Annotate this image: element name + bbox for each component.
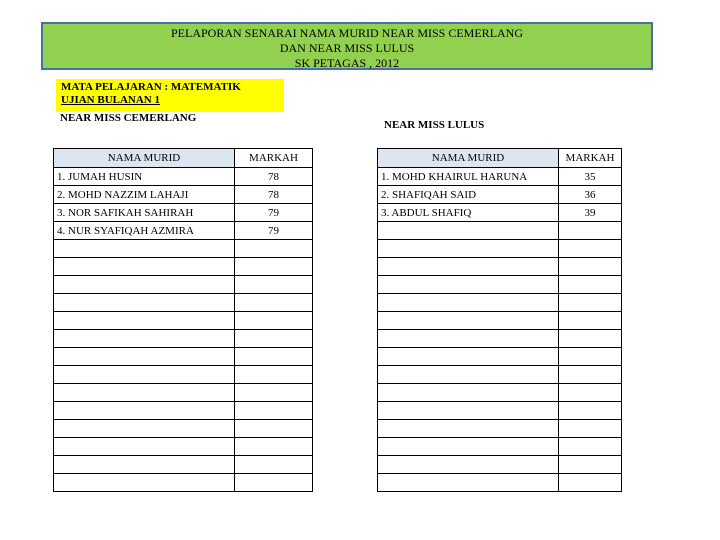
lulus-table: [377, 148, 622, 492]
student-name-cell: 2. SHAFIQAH SAID: [378, 186, 559, 204]
mark-cell: 36: [559, 186, 622, 204]
student-name-cell: 3. ABDUL SHAFIQ: [378, 204, 559, 222]
table-row: [54, 312, 313, 330]
student-name-cell: [378, 240, 559, 258]
mark-cell: [235, 330, 313, 348]
table-row: [54, 402, 313, 420]
table-row: [54, 366, 313, 384]
student-name-cell: [54, 474, 235, 492]
table-row: [378, 348, 622, 366]
title-line-3: SK PETAGAS , 2012: [294, 56, 400, 70]
mark-cell: [235, 294, 313, 312]
student-name-cell: [378, 222, 559, 240]
mark-cell: [235, 348, 313, 366]
student-name-cell: [378, 366, 559, 384]
student-name-cell: 3. NOR SAFIKAH SAHIRAH: [54, 204, 235, 222]
mark-cell: 79: [235, 204, 313, 222]
table-row: [54, 456, 313, 474]
column-header-mark: MARKAH: [559, 149, 622, 168]
column-header-mark: MARKAH: [235, 149, 313, 168]
table-row: [54, 240, 313, 258]
student-name-cell: [54, 258, 235, 276]
mark-cell: [559, 222, 622, 240]
table-row: [378, 258, 622, 276]
table-row: [378, 384, 622, 402]
mark-cell: [559, 402, 622, 420]
mark-cell: [559, 330, 622, 348]
student-name-cell: [378, 456, 559, 474]
student-name-cell: [54, 294, 235, 312]
student-name-cell: [54, 348, 235, 366]
table-row: [378, 276, 622, 294]
table-row: [378, 330, 622, 348]
mark-cell: [559, 456, 622, 474]
table-row: [54, 420, 313, 438]
cemerlang-table: [53, 148, 313, 492]
mark-cell: 35: [559, 168, 622, 186]
exam-line: UJIAN BULANAN 1: [61, 94, 161, 106]
student-name-cell: [378, 330, 559, 348]
student-name-cell: [54, 420, 235, 438]
mark-cell: [235, 420, 313, 438]
subject-box: [56, 79, 284, 112]
table-row: [54, 186, 313, 204]
student-name-cell: 1. JUMAH HUSIN: [54, 168, 235, 186]
mark-cell: [235, 474, 313, 492]
table-row: [54, 276, 313, 294]
table-row: [54, 258, 313, 276]
table-row: [54, 384, 313, 402]
student-name-cell: 4. NUR SYAFIQAH AZMIRA: [54, 222, 235, 240]
lulus-label: NEAR MISS LULUS: [384, 119, 485, 131]
table-row: [378, 204, 622, 222]
student-name-cell: [378, 420, 559, 438]
student-name-cell: [54, 438, 235, 456]
table-row: [378, 222, 622, 240]
column-header-name: NAMA MURID: [378, 149, 559, 168]
table-row: [54, 168, 313, 186]
table-header-row: [378, 149, 622, 168]
mark-cell: [559, 258, 622, 276]
table-row: [378, 366, 622, 384]
table-row: [378, 402, 622, 420]
mark-cell: [235, 456, 313, 474]
mark-cell: [559, 384, 622, 402]
table-row: [378, 240, 622, 258]
student-name-cell: [378, 348, 559, 366]
table-row: [378, 186, 622, 204]
student-name-cell: [378, 276, 559, 294]
student-name-cell: [54, 366, 235, 384]
student-name-cell: [378, 474, 559, 492]
mark-cell: [235, 258, 313, 276]
cemerlang-label: NEAR MISS CEMERLANG: [60, 112, 197, 124]
mark-cell: [559, 420, 622, 438]
title-line-1: PELAPORAN SENARAI NAMA MURID NEAR MISS CEMERLANG: [170, 26, 524, 40]
table-row: [378, 168, 622, 186]
mark-cell: [559, 240, 622, 258]
mark-cell: 78: [235, 186, 313, 204]
mark-cell: [559, 276, 622, 294]
table-row: [378, 312, 622, 330]
mark-cell: [235, 384, 313, 402]
student-name-cell: [378, 402, 559, 420]
student-name-cell: 1. MOHD KHAIRUL HARUNA: [378, 168, 559, 186]
table-row: [54, 294, 313, 312]
subject-line: MATA PELAJARAN : MATEMATIK: [61, 81, 241, 93]
mark-cell: 78: [235, 168, 313, 186]
table-row: [54, 438, 313, 456]
student-name-cell: [54, 402, 235, 420]
student-name-cell: 2. MOHD NAZZIM LAHAJI: [54, 186, 235, 204]
student-name-cell: [378, 258, 559, 276]
title-line-2: DAN NEAR MISS LULUS: [279, 41, 415, 55]
student-name-cell: [378, 438, 559, 456]
table-row: [54, 348, 313, 366]
mark-cell: [235, 312, 313, 330]
table-row: [378, 294, 622, 312]
report-title: [41, 22, 653, 70]
student-name-cell: [54, 312, 235, 330]
student-name-cell: [378, 294, 559, 312]
student-name-cell: [54, 240, 235, 258]
table-row: [378, 474, 622, 492]
mark-cell: [235, 276, 313, 294]
table-row: [54, 222, 313, 240]
mark-cell: [559, 438, 622, 456]
table-row: [378, 456, 622, 474]
student-name-cell: [54, 456, 235, 474]
table-row: [54, 474, 313, 492]
table-row: [378, 438, 622, 456]
mark-cell: [559, 312, 622, 330]
mark-cell: [559, 348, 622, 366]
mark-cell: [559, 474, 622, 492]
mark-cell: [235, 240, 313, 258]
mark-cell: 39: [559, 204, 622, 222]
table-row: [378, 420, 622, 438]
student-name-cell: [54, 276, 235, 294]
mark-cell: [235, 402, 313, 420]
mark-cell: [559, 294, 622, 312]
mark-cell: 79: [235, 222, 313, 240]
student-name-cell: [378, 312, 559, 330]
student-name-cell: [378, 384, 559, 402]
mark-cell: [235, 438, 313, 456]
student-name-cell: [54, 384, 235, 402]
mark-cell: [559, 366, 622, 384]
table-row: [54, 330, 313, 348]
table-header-row: [54, 149, 313, 168]
table-row: [54, 204, 313, 222]
student-name-cell: [54, 330, 235, 348]
mark-cell: [235, 366, 313, 384]
column-header-name: NAMA MURID: [54, 149, 235, 168]
